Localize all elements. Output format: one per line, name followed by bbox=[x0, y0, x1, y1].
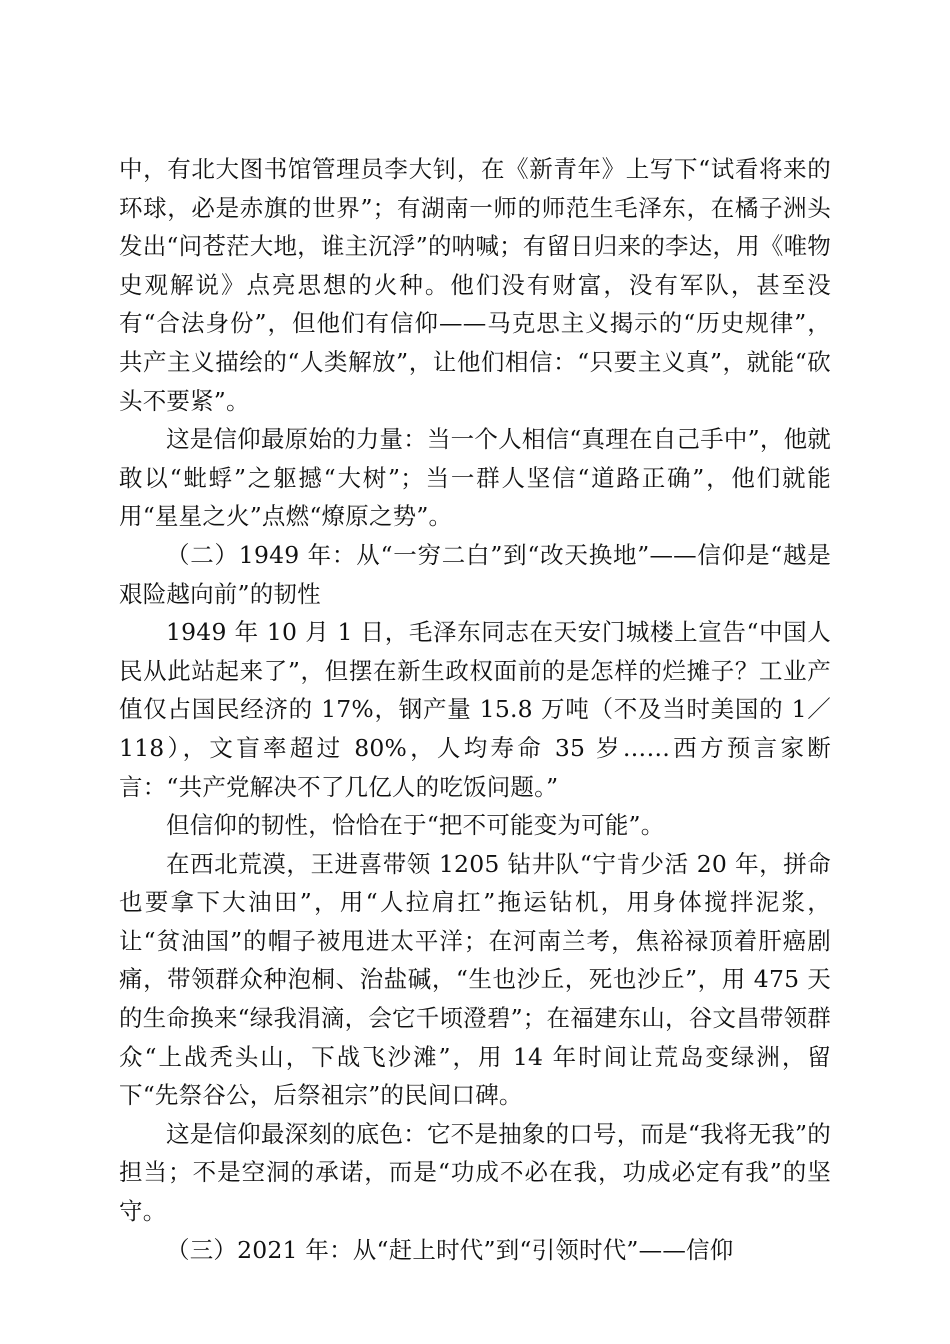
paragraph: 这是信仰最深刻的底色：它不是抽象的口号，而是“我将无我”的担当；不是空洞的承诺，而是“功成不必在我，功成必定有我”的坚守。 bbox=[119, 1119, 831, 1226]
document-body bbox=[119, 150, 831, 1269]
paragraph: 在西北荒漠，王进喜带领 1205 钻井队“宁肯少活 20 年，拼命也要拿下大油田”，用“人拉肩扛”拖运钻机，用身体搅拌泥浆，让“贫油国”的帽子被甩进太平洋；在河南兰考，焦裕禄顶着肝癌剧痛，带领群众种泡桐、治盐碱，“生也沙丘，死也沙丘”，用 475 天的生命换来“绿我涓滴，会它千顷澄碧”；在福建东山，谷文昌带领群众“上战秃头山，下战飞沙滩”，用 14 年时间让荒岛变绿洲，留下“先祭谷公，后祭祖宗”的民间口碑。 bbox=[119, 849, 831, 1110]
section-heading-3: （三）2021 年：从“赶上时代”到“引领时代”——信仰 bbox=[166, 1235, 734, 1264]
paragraph: 这是信仰最原始的力量：当一个人相信“真理在自己手中”，他就敢以“蚍蜉”之躯撼“大树”；当一群人坚信“道路正确”，他们就能用“星星之火”点燃“燎原之势”。 bbox=[119, 425, 831, 531]
paragraph: 1949 年 10 月 1 日，毛泽东同志在天安门城楼上宣告“中国人民从此站起来了”，但摆在新生政权面前的是怎样的烂摊子？工业产值仅占国民经济的 17%，钢产量 15.8 万吨（不及当时美国的 1／118），文盲率超过 80%，人均寿命 35 岁……西方预言家断言：“共产党解决不了几亿人的吃饭问题。” bbox=[119, 618, 831, 801]
paragraph: 但信仰的韧性，恰恰在于“把不可能变为可能”。 bbox=[166, 811, 665, 840]
paragraph-continuation: 中，有北大图书馆管理员李大钊，在《新青年》上写下“试看将来的环球，必是赤旗的世界”；有湖南一师的师范生毛泽东，在橘子洲头发出“问苍茫大地，谁主沉浮”的呐喊；有留日归来的李达，用《唯物史观解说》点亮思想的火种。他们没有财富，没有军队，甚至没有“合法身份”，但他们有信仰——马克思主义揭示的“历史规律”，共产主义描绘的“人类解放”，让他们相信：“只要主义真”，就能“砍头不要紧”。 bbox=[119, 155, 831, 415]
section-heading-2: （二）1949 年：从“一穷二白”到“改天换地”——信仰是“越是艰险越向前”的韧性 bbox=[119, 540, 831, 608]
